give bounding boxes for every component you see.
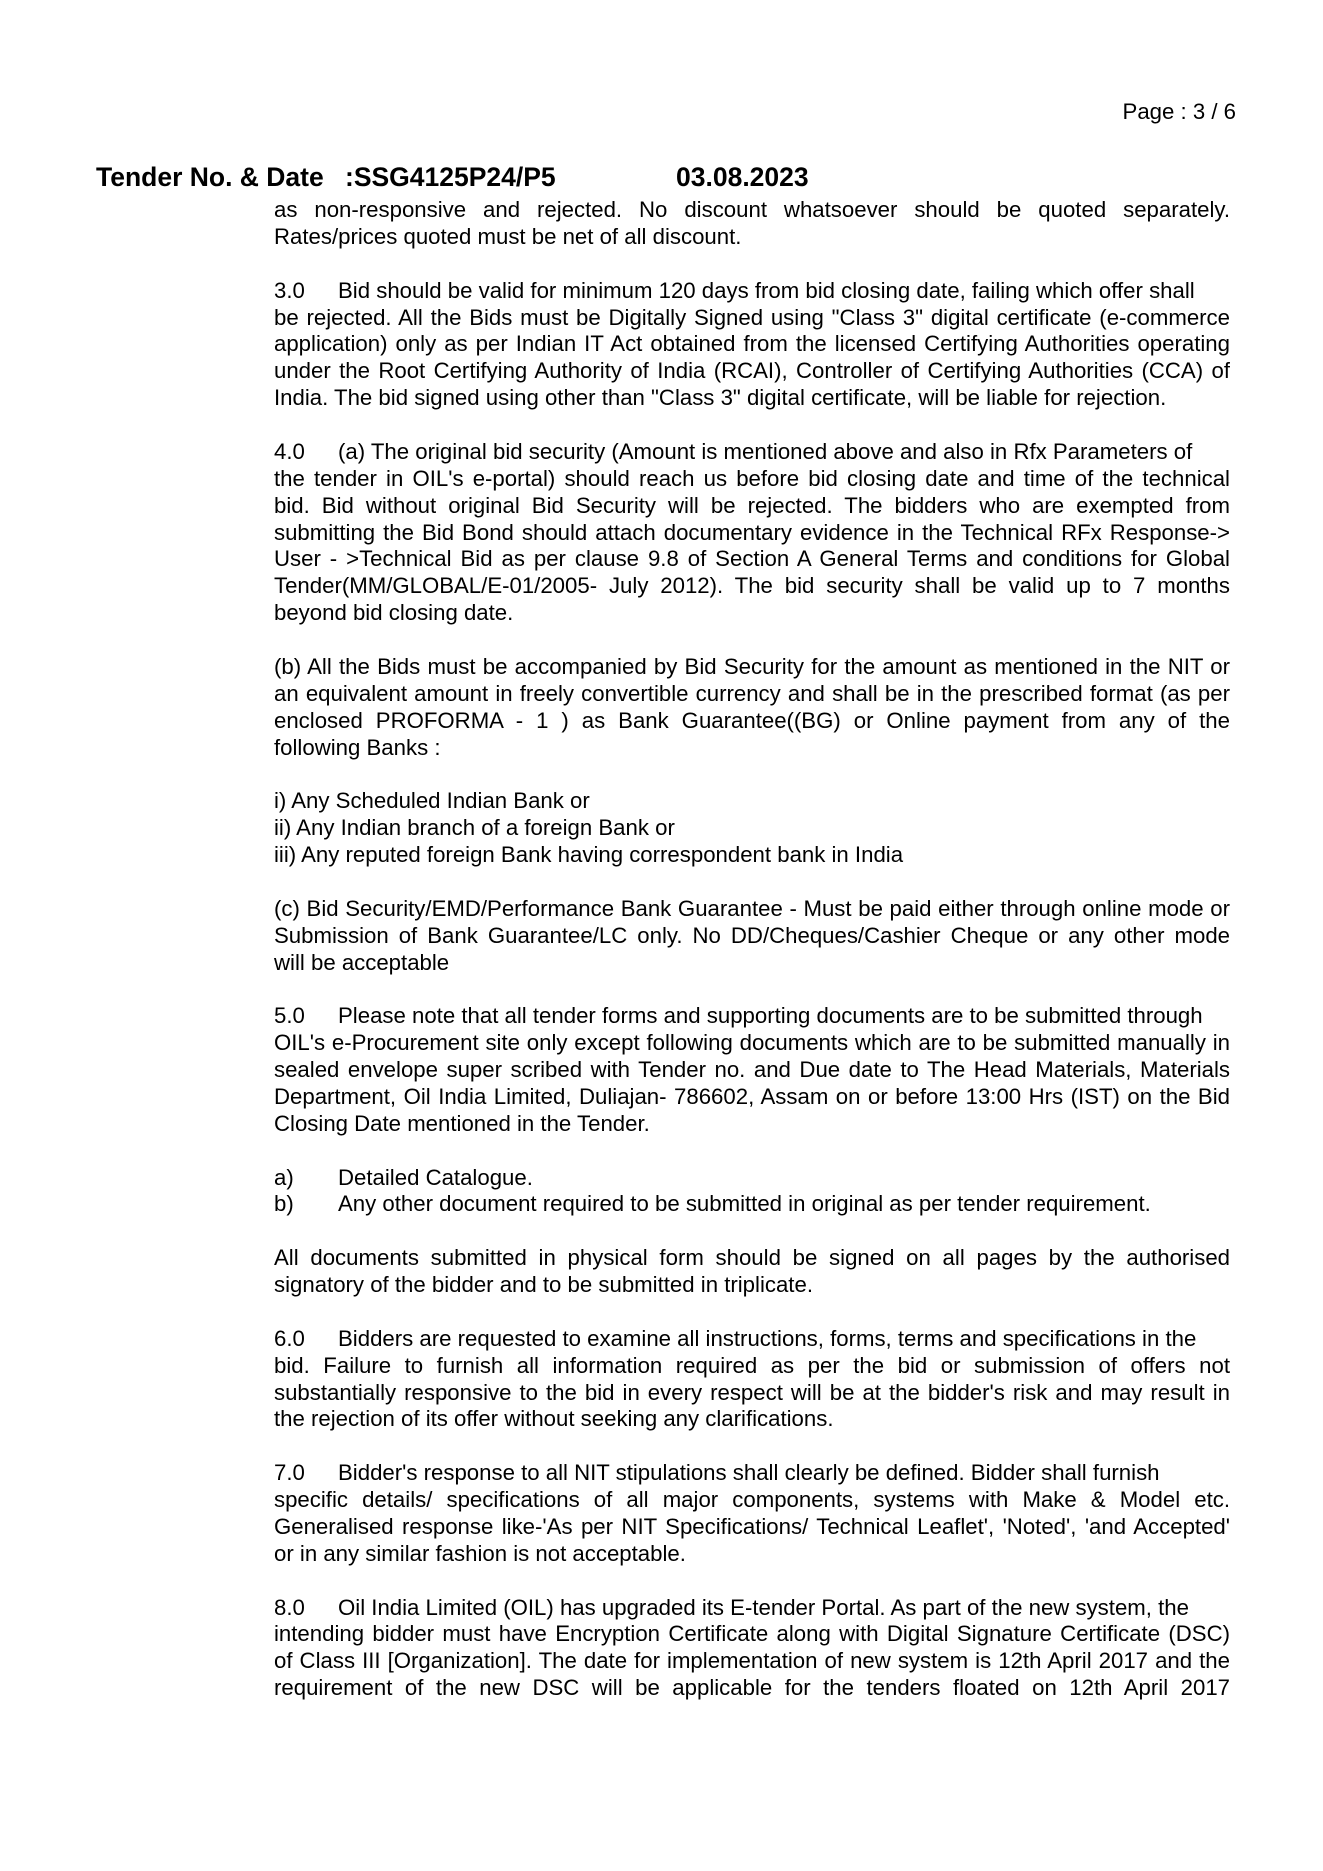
tender-header xyxy=(0,161,1323,193)
tender-separator: : xyxy=(345,162,354,192)
clause-number: 7.0 xyxy=(274,1460,305,1486)
clause-6-line: the rejection of its offer without seeking any clarifications. xyxy=(274,1406,834,1432)
signature-note-line: signatory of the bidder and to be submitted in triplicate. xyxy=(274,1272,813,1297)
clause-7 xyxy=(274,1460,1230,1568)
clause-number: 4.0 xyxy=(274,438,305,464)
tender-number-value: SSG4125P24/P5 xyxy=(353,162,556,192)
paragraph-line: as non-responsive and rejected. No discount whatsoever should be quoted separately. xyxy=(274,197,1230,222)
clause-4b-line: following Banks : xyxy=(274,734,441,760)
clause-4a-first-line xyxy=(274,439,1230,466)
list-marker: a) xyxy=(274,1164,294,1190)
clause-5-line: OIL's e-Procurement site only except following documents which are to be submitted manually in xyxy=(274,1030,1230,1056)
clause-3-line: be rejected. All the Bids must be Digitally Signed using "Class 3" digital certificate (e-commerce xyxy=(274,304,1230,330)
clause-6-line: substantially responsive to the bid in every respect will be at the bidder's risk and may result in xyxy=(274,1379,1230,1405)
clause-4a-line: submitting the Bid Bond should attach documentary evidence in the Technical RFx Response-> xyxy=(274,519,1230,545)
clause-4b-line: an equivalent amount in freely convertible currency and shall be in the prescribed format (as per xyxy=(274,680,1230,706)
list-marker: b) xyxy=(274,1191,294,1217)
clause-4c-line: (c) Bid Security/EMD/Performance Bank Guarantee - Must be paid either through online mode or xyxy=(274,895,1230,921)
clause-8 xyxy=(274,1595,1230,1703)
clause-4a-line: beyond bid closing date. xyxy=(274,600,514,626)
clause-8-line: Oil India Limited (OIL) has upgraded its E-tender Portal. As part of the new system, the xyxy=(338,1594,1189,1620)
page-number: Page : 3 / 6 xyxy=(1122,99,1236,124)
clause-3-first-line xyxy=(274,278,1230,305)
clause-5-line: Please note that all tender forms and supporting documents are to be submitted through xyxy=(338,1003,1203,1029)
tender-number xyxy=(345,161,556,193)
clause-6-first-line xyxy=(274,1326,1230,1353)
clause-4a-line: bid. Bid without original Bid Security will be rejected. The bidders who are exempted from xyxy=(274,492,1230,518)
clause-4b xyxy=(274,654,1230,762)
clause-number: 5.0 xyxy=(274,1003,305,1029)
clause-3-line: Bid should be valid for minimum 120 days from bid closing date, failing which offer shall xyxy=(338,277,1195,303)
clause-5-line: Department, Oil India Limited, Duliajan- 786602, Assam on or before 13:00 Hrs (IST) on the Bid xyxy=(274,1083,1230,1109)
manual-document-item xyxy=(274,1165,1230,1192)
paragraph-continuation xyxy=(274,197,1230,251)
clause-number: 3.0 xyxy=(274,277,305,303)
clause-5-first-line xyxy=(274,1003,1230,1030)
clause-7-line: or in any similar fashion is not acceptable. xyxy=(274,1540,686,1566)
clause-4a-line: the tender in OIL's e-portal) should reach us before bid closing date and time of the technical xyxy=(274,465,1230,491)
clause-8-first-line xyxy=(274,1595,1230,1622)
clause-5 xyxy=(274,1003,1230,1137)
clause-8-line: requirement of the new DSC will be applicable for the tenders floated on 12th April 2017 xyxy=(274,1675,1230,1701)
clause-6 xyxy=(274,1326,1230,1434)
clause-4b-line: (b) All the Bids must be accompanied by Bid Security for the amount as mentioned in the NIT or xyxy=(274,653,1230,679)
clause-4b-line: enclosed PROFORMA - 1 ) as Bank Guarantee((BG) or Online payment from any of the xyxy=(274,707,1230,733)
clause-7-line: Bidder's response to all NIT stipulations shall clearly be defined. Bidder shall furnish xyxy=(338,1460,1160,1486)
clause-3-line: India. The bid signed using other than "Class 3" digital certificate, will be liable for rejection. xyxy=(274,385,1167,411)
clause-8-line: of Class III [Organization]. The date for implementation of new system is 12th April 2017 and the xyxy=(274,1648,1230,1674)
tender-date: 03.08.2023 xyxy=(676,162,809,192)
clause-number: 6.0 xyxy=(274,1325,305,1351)
clause-3-line: application) only as per Indian IT Act obtained from the licensed Certifying Authorities operating xyxy=(274,331,1230,357)
document-body xyxy=(274,197,1230,1729)
signature-note-line: All documents submitted in physical form should be signed on all pages by the authorised xyxy=(274,1245,1230,1271)
signature-note xyxy=(274,1245,1230,1299)
clause-4c-line: Submission of Bank Guarantee/LC only. No DD/Cheques/Cashier Cheque or any other mode xyxy=(274,922,1230,948)
clause-3-line: under the Root Certifying Authority of India (RCAI), Controller of Certifying Authorities (CCA) of xyxy=(274,358,1230,384)
clause-3 xyxy=(274,278,1230,412)
clause-number: 8.0 xyxy=(274,1594,305,1620)
manual-document-text: Any other document required to be submitted in original as per tender requirement. xyxy=(338,1191,1151,1217)
clause-8-line: intending bidder must have Encryption Certificate along with Digital Signature Certificate (DSC) xyxy=(274,1621,1230,1647)
bank-list xyxy=(274,788,1230,869)
bank-list-item: ii) Any Indian branch of a foreign Bank or xyxy=(274,815,675,841)
clause-7-line: Generalised response like-'As per NIT Specifications/ Technical Leaflet', 'Noted', 'and Accepted' xyxy=(274,1513,1230,1539)
manual-document-item xyxy=(274,1191,1230,1218)
clause-4c xyxy=(274,896,1230,977)
clause-7-line: specific details/ specifications of all major components, systems with Make & Model etc. xyxy=(274,1487,1230,1512)
clause-7-first-line xyxy=(274,1460,1230,1487)
clause-4a xyxy=(274,439,1230,627)
clause-5-line: Closing Date mentioned in the Tender. xyxy=(274,1110,650,1136)
clause-6-line: Bidders are requested to examine all instructions, forms, terms and specifications in the xyxy=(338,1325,1197,1351)
bank-list-item: i) Any Scheduled Indian Bank or xyxy=(274,788,590,814)
clause-4a-line: Tender(MM/GLOBAL/E-01/2005- July 2012). The bid security shall be valid up to 7 months xyxy=(274,573,1230,599)
paragraph-line: Rates/prices quoted must be net of all discount. xyxy=(274,223,742,249)
manual-document-text: Detailed Catalogue. xyxy=(338,1164,533,1190)
bank-list-item: iii) Any reputed foreign Bank having correspondent bank in India xyxy=(274,842,904,867)
clause-4c-line: will be acceptable xyxy=(274,949,450,975)
clause-6-line: bid. Failure to furnish all information required as per the bid or submission of offers not xyxy=(274,1352,1230,1378)
tender-label: Tender No. & Date xyxy=(96,162,324,192)
clause-4a-line: User - >Technical Bid as per clause 9.8 of Section A General Terms and conditions for Global xyxy=(274,546,1230,572)
manual-documents-list xyxy=(274,1165,1230,1219)
clause-5-line: sealed envelope super scribed with Tender no. and Due date to The Head Materials, Materials xyxy=(274,1057,1230,1082)
clause-4a-line: (a) The original bid security (Amount is mentioned above and also in Rfx Parameters of xyxy=(338,438,1193,464)
